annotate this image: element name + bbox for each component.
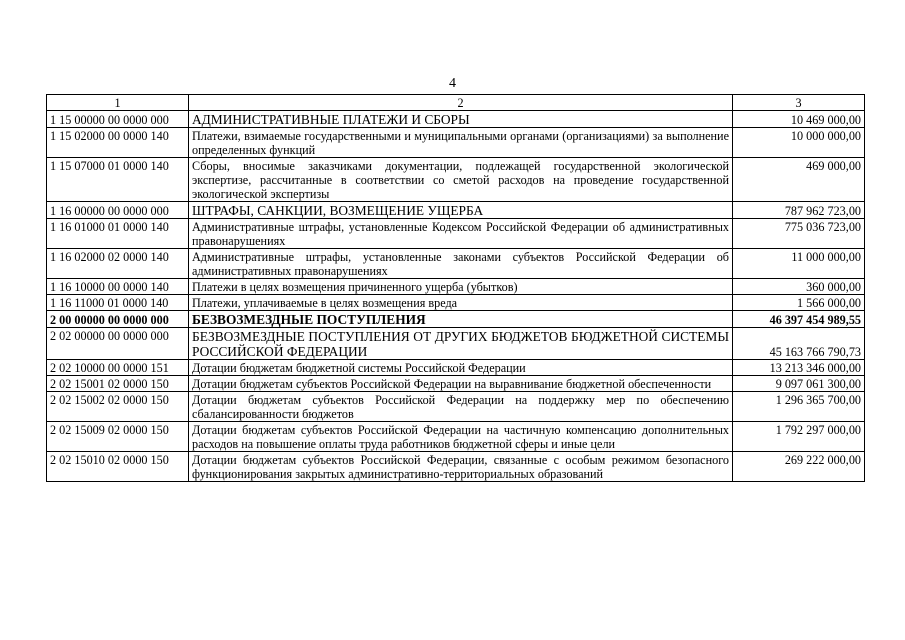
amount: 45 163 766 790,73 <box>733 328 865 360</box>
revenue-name: Административные штрафы, установленные Кодексом Российской Федерации об административных правонарушениях <box>189 219 733 249</box>
revenue-table <box>46 94 865 482</box>
page-number: 4 <box>449 76 456 91</box>
table-row <box>47 422 865 452</box>
revenue-name: Дотации бюджетам субъектов Российской Федерации на частичную компенсацию дополнительных расходов на повышение оплаты труда работников бюджетной сферы и иные цели <box>189 422 733 452</box>
amount: 360 000,00 <box>733 279 865 295</box>
revenue-name: ШТРАФЫ, САНКЦИИ, ВОЗМЕЩЕНИЕ УЩЕРБА <box>189 202 733 219</box>
column-header-3: 3 <box>733 95 865 111</box>
table-row <box>47 360 865 376</box>
table-row <box>47 202 865 219</box>
budget-code: 1 15 07000 01 0000 140 <box>47 158 189 202</box>
budget-code: 1 16 02000 02 0000 140 <box>47 249 189 279</box>
table-row <box>47 392 865 422</box>
amount: 11 000 000,00 <box>733 249 865 279</box>
table-row <box>47 111 865 128</box>
amount: 10 469 000,00 <box>733 111 865 128</box>
table-row <box>47 158 865 202</box>
amount: 1 792 297 000,00 <box>733 422 865 452</box>
table-row <box>47 311 865 328</box>
table-row <box>47 295 865 311</box>
revenue-name: Платежи, взимаемые государственными и муниципальными органами (организациями) за выполнение определенных функций <box>189 128 733 158</box>
table-row <box>47 376 865 392</box>
revenue-name: Административные штрафы, установленные законами субъектов Российской Федерации об административных правонарушениях <box>189 249 733 279</box>
revenue-name: Сборы, вносимые заказчиками документации, подлежащей государственной экологической экспертизе, рассчитанные в соответствии со сметой расходов на проведение государственной экологической экспертизы <box>189 158 733 202</box>
revenue-name: Дотации бюджетам бюджетной системы Российской Федерации <box>189 360 733 376</box>
table-row <box>47 279 865 295</box>
budget-code: 2 02 10000 00 0000 151 <box>47 360 189 376</box>
budget-code: 1 15 02000 00 0000 140 <box>47 128 189 158</box>
budget-code: 1 15 00000 00 0000 000 <box>47 111 189 128</box>
revenue-name: Дотации бюджетам субъектов Российской Федерации на выравнивание бюджетной обеспеченности <box>189 376 733 392</box>
budget-code: 1 16 00000 00 0000 000 <box>47 202 189 219</box>
amount: 787 962 723,00 <box>733 202 865 219</box>
revenue-name: Платежи, уплачиваемые в целях возмещения вреда <box>189 295 733 311</box>
budget-code: 2 02 00000 00 0000 000 <box>47 328 189 360</box>
column-header-1: 1 <box>47 95 189 111</box>
table-row <box>47 452 865 482</box>
table-row <box>47 249 865 279</box>
table-row <box>47 219 865 249</box>
budget-code: 2 02 15002 02 0000 150 <box>47 392 189 422</box>
budget-code: 2 00 00000 00 0000 000 <box>47 311 189 328</box>
budget-code: 1 16 10000 00 0000 140 <box>47 279 189 295</box>
budget-code: 1 16 11000 01 0000 140 <box>47 295 189 311</box>
amount: 1 566 000,00 <box>733 295 865 311</box>
amount: 9 097 061 300,00 <box>733 376 865 392</box>
amount: 269 222 000,00 <box>733 452 865 482</box>
amount: 775 036 723,00 <box>733 219 865 249</box>
revenue-name: Дотации бюджетам субъектов Российской Федерации на поддержку мер по обеспечению сбалансированности бюджетов <box>189 392 733 422</box>
budget-code: 2 02 15001 02 0000 150 <box>47 376 189 392</box>
amount: 10 000 000,00 <box>733 128 865 158</box>
revenue-name: БЕЗВОЗМЕЗДНЫЕ ПОСТУПЛЕНИЯ <box>189 311 733 328</box>
revenue-name: Платежи в целях возмещения причиненного ущерба (убытков) <box>189 279 733 295</box>
revenue-name: БЕЗВОЗМЕЗДНЫЕ ПОСТУПЛЕНИЯ ОТ ДРУГИХ БЮДЖЕТОВ БЮДЖЕТНОЙ СИСТЕМЫ РОССИЙСКОЙ ФЕДЕРАЦИИ <box>189 328 733 360</box>
budget-code: 2 02 15009 02 0000 150 <box>47 422 189 452</box>
revenue-name: Дотации бюджетам субъектов Российской Федерации, связанные с особым режимом безопасного функционирования закрытых административно-территориальных образований <box>189 452 733 482</box>
amount: 469 000,00 <box>733 158 865 202</box>
table-row <box>47 128 865 158</box>
budget-code: 2 02 15010 02 0000 150 <box>47 452 189 482</box>
budget-code: 1 16 01000 01 0000 140 <box>47 219 189 249</box>
amount: 46 397 454 989,55 <box>733 311 865 328</box>
amount: 1 296 365 700,00 <box>733 392 865 422</box>
table-row <box>47 328 865 360</box>
table-header-row <box>47 95 865 111</box>
revenue-name: АДМИНИСТРАТИВНЫЕ ПЛАТЕЖИ И СБОРЫ <box>189 111 733 128</box>
amount: 13 213 346 000,00 <box>733 360 865 376</box>
column-header-2: 2 <box>189 95 733 111</box>
